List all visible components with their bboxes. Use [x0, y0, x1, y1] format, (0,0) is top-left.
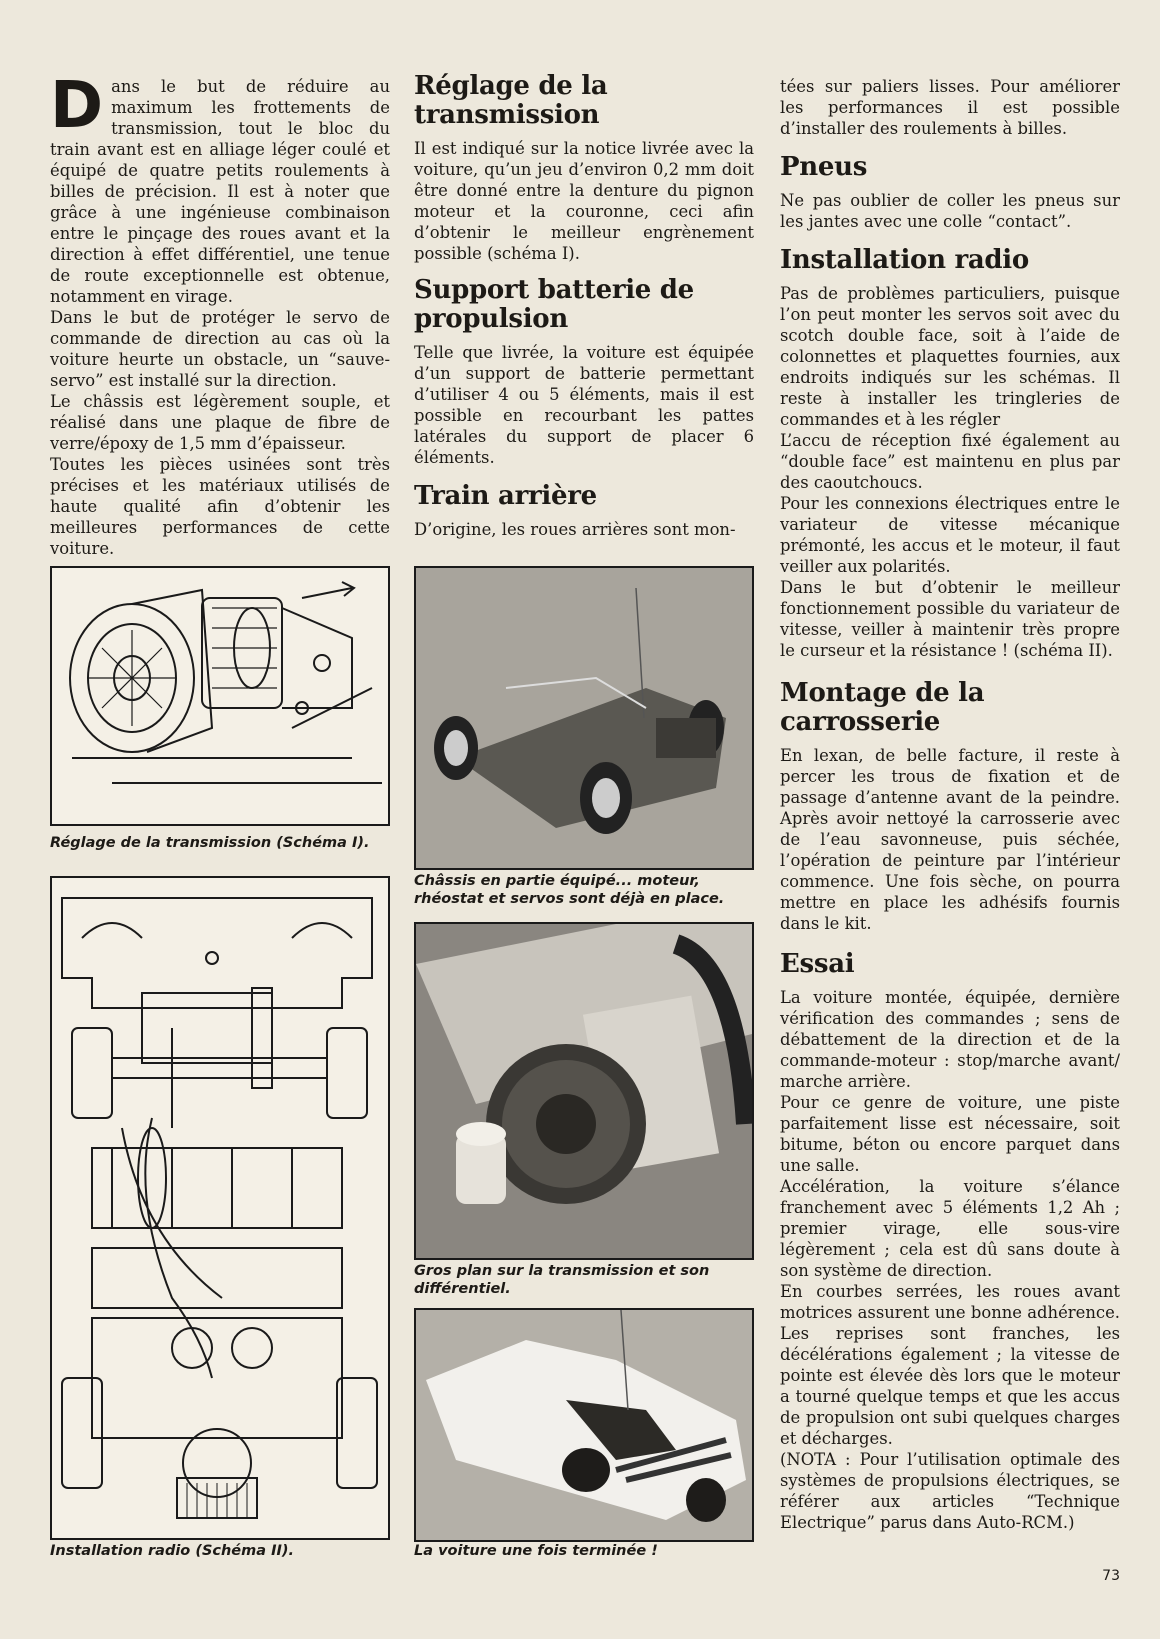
chassis-photo [414, 566, 754, 870]
paragraph: La voiture montée, équipée, dernière vérification des commandes ; sens de débattement de la direction et de la commande-moteur : stop/marche avant/ marche arrière. [780, 988, 1120, 1091]
paragraph: Telle que livrée, la voiture est équipée d’un support de batterie permettant d’utiliser 4 ou 5 éléments, mais il est possible en recourbant les pattes latérales du support de placer 6 éléments. [414, 343, 754, 467]
section-heading: Pneus [780, 152, 868, 182]
paragraph: Toutes les pièces usinées sont très précises et les matériaux utilisés de haute qualité afin d’obtenir les meilleures performances de cette voiture. [50, 455, 390, 558]
column-3-text [780, 76, 1120, 1533]
figure-caption: Gros plan sur la transmission et son différentiel. [414, 1263, 710, 1297]
paragraph: Pour ce genre de voiture, une piste parfaitement lisse est nécessaire, soit bitume, béton ou encore parquet dans une salle. [780, 1093, 1120, 1175]
page-number: 73 [1102, 1568, 1120, 1584]
paragraph: Il est indiqué sur la notice livrée avec la voiture, qu’un jeu d’environ 0,2 mm doit être donné entre la denture du pignon moteur et la couronne, ceci afin d’obtenir le meilleur engrènement possible (schéma I). [414, 139, 754, 263]
paragraph: Ne pas oublier de coller les pneus sur les jantes avec une colle “contact”. [780, 191, 1120, 231]
paragraph: Accélération, la voiture s’élance franchement avec 5 éléments 1,2 Ah ; premier virage, elle sous-vire légèrement ; cela est dû sans doute à son système de direction. [780, 1177, 1120, 1280]
intro-text: ans le but de réduire au maximum les frottements de transmission, tout le bloc du train avant est en alliage léger coulé et équipé de quatre petits roulements à billes de précision. Il est à noter que grâce à une ingénieuse combinaison entre le pinçage des roues avant et la direction à effet différentiel, une tenue de route exceptionnelle est obtenue, notamment en virage. [50, 77, 390, 306]
schema-1-drawing [50, 566, 390, 826]
paragraph: L’accu de réception fixé également au “double face” est maintenu en plus par des caoutchoucs. [780, 431, 1120, 492]
finished-car-photo-image [416, 1310, 752, 1540]
section-heading: Support batterie de propulsion [414, 275, 694, 334]
section-heading: Essai [780, 949, 855, 979]
transmission-photo [414, 922, 754, 1260]
paragraph: (NOTA : Pour l’utilisation optimale des systèmes de propulsions électriques, se référer aux articles “Technique Electrique” parus dans Auto-RCM.) [780, 1450, 1120, 1532]
figure-caption: Châssis en partie équipé... moteur, rhéostat et servos sont déjà en place. [414, 873, 725, 907]
schema-2-drawing [50, 876, 390, 1540]
section-heading: Montage de la carrosserie [780, 678, 985, 737]
section-heading: Train arrière [414, 481, 597, 511]
paragraph: Pour les connexions électriques entre le variateur de vitesse mécanique prémonté, les accus et le moteur, il faut veiller aux polarités. [780, 494, 1120, 576]
intro-paragraph [50, 69, 390, 307]
chassis-drawing [52, 878, 388, 1538]
paragraph: D’origine, les roues arrières sont mon- [414, 520, 736, 539]
transmission-photo-image [416, 924, 752, 1258]
figure-caption: La voiture une fois terminée ! [414, 1543, 658, 1559]
paragraph: Dans le but d’obtenir le meilleur fonctionnement possible du variateur de vitesse, veiller à maintenir très propre le curseur et la résistance ! (schéma II). [780, 578, 1120, 660]
section-heading: Installation radio [780, 245, 1029, 275]
radio-text [780, 283, 1120, 661]
paragraph: En lexan, de belle facture, il reste à percer les trous de fixation et de passage d’antenne avant de la peindre. Après avoir nettoyé la carrosserie avec de l’eau savonneuse, puis séchée, l’opération de peinture par l’intérieur commence. Une fois sèche, on pourra mettre en place les adhésifs fournis dans le kit. [780, 746, 1120, 933]
paragraph: Dans le but de protéger le servo de commande de direction au cas où la voiture heurte un obstacle, un “sauve-servo” est installé sur la direction. [50, 308, 390, 390]
transmission-drawing [52, 568, 388, 824]
figure-caption: Réglage de la transmission (Schéma I). [50, 835, 370, 851]
column-1-text [50, 69, 390, 559]
column-2-text [414, 72, 754, 540]
paragraph: tées sur paliers lisses. Pour améliorer les performances il est possible d’installer des roulements à billes. [780, 77, 1120, 138]
chassis-photo-image [416, 568, 752, 868]
finished-car-photo [414, 1308, 754, 1542]
paragraph: Le châssis est légèrement souple, et réalisé dans une plaque de fibre de verre/époxy de 1,5 mm d’épaisseur. [50, 392, 390, 453]
paragraph: En courbes serrées, les roues avant motrices assurent une bonne adhérence. Les reprises sont franches, les décélérations également ; la vitesse de pointe est élevée dès lors que le moteur a tourné quelque temps et que les accus de propulsion ont subi quelques charges et décharges. [780, 1282, 1120, 1448]
section-heading: Réglage de la transmission [414, 71, 608, 130]
paragraph: Pas de problèmes particuliers, puisque l’on peut monter les servos soit avec du scotch double face, soit à l’aide de colonnettes et plaquettes fournies, aux endroits indiqués sur les schémas. Il reste à installer les tringleries de commandes et à les régler [780, 284, 1120, 429]
drop-cap: D [50, 69, 104, 143]
essai-text [780, 987, 1120, 1533]
figure-caption: Installation radio (Schéma II). [50, 1543, 295, 1559]
